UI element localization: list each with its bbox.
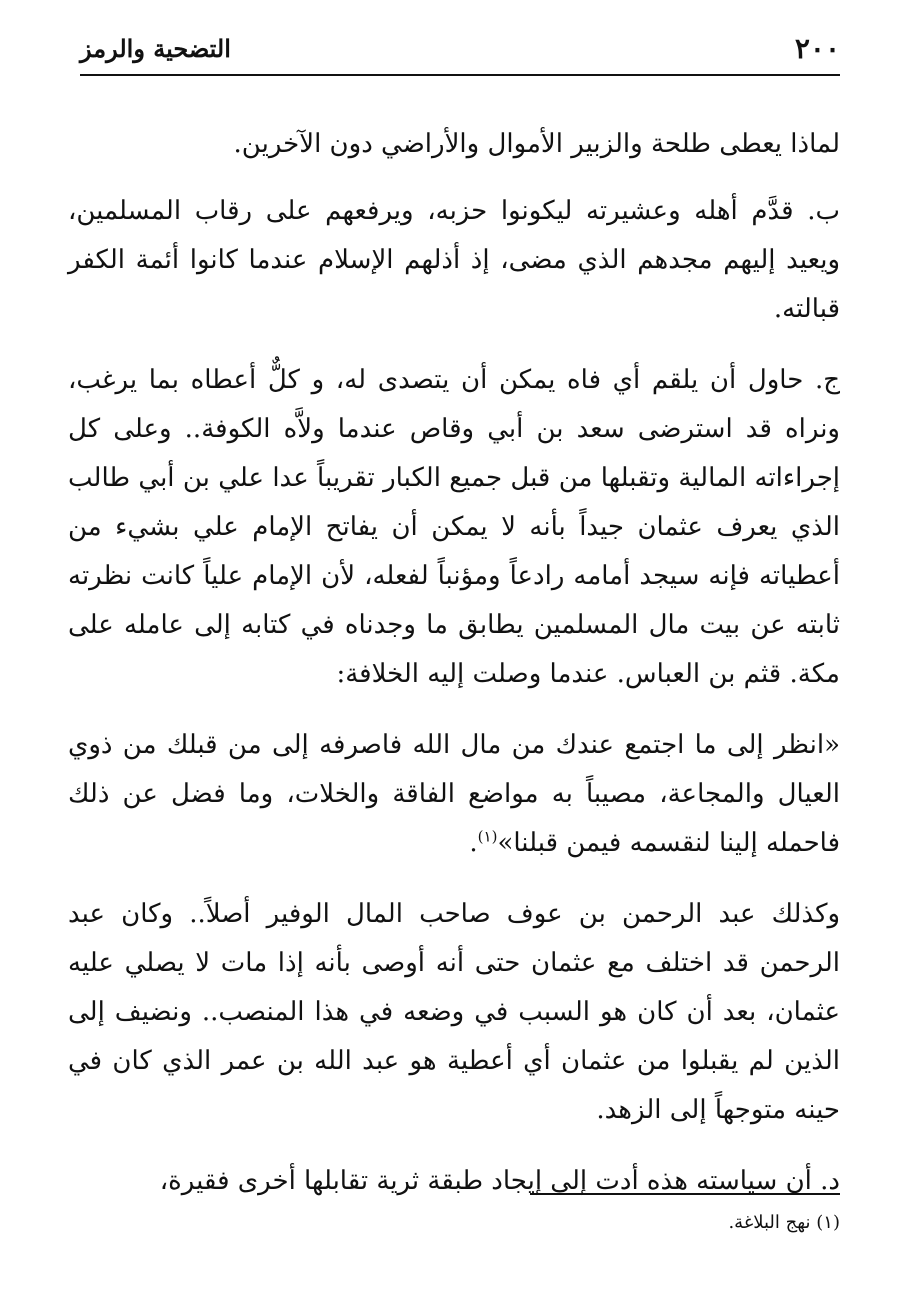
footnote-reference: (١) <box>477 827 498 846</box>
paragraph-1: لماذا يعطى طلحة والزبير الأموال والأراضي دون الآخرين. <box>233 129 840 159</box>
paragraph-4: وكذلك عبد الرحمن بن عوف صاحب المال الوفير أصلاً.. وكان عبد الرحمن قد اختلف مع عثمان حتى أنه أوصى بأنه إذا مات لا يصلي عليه عثمان، بعد أن كان هو السبب في وضعه في هذا المنصب.. ونضيف إلى الذين لم يقبلوا من عثمان أي أعطية هو عبد الله بن عمر الذي كان في حينه متوجهاً إلى الزهد. <box>68 899 840 1125</box>
footnote-1: (١) نهج البلاغة. <box>728 1212 840 1233</box>
running-title: التضحية والرمز <box>80 34 231 63</box>
quote-paragraph <box>68 721 840 868</box>
paragraph-c: ج. حاول أن يلقم أي فاه يمكن أن يتصدى له، و كلٌّ أعطاه بما يرغب، ونراه قد استرضى سعد بن أبي وقاص عندما ولاَّه الكوفة.. وعلى كل إجراءاته المالية وتقبلها من قبل جميع الكبار تقريباً عدا علي بن أبي طالب الذي يعرف عثمان جيداً بأنه لا يمكن أن يفاتح الإمام علي بشيء من أعطياته فإنه سيجد أمامه رادعاً ومؤنباً لفعله، لأن الإمام علياً كانت نظرته ثابته عن بيت مال المسلمين يطابق ما وجدناه في كتابه إلى عامله على مكة. قثم بن العباس. عندما وصلت إليه الخلافة: <box>68 365 840 689</box>
quote-end: . <box>469 828 478 858</box>
page-number: ٢٠٠ <box>794 32 840 65</box>
paragraph-b: ب. قدَّم أهله وعشيرته ليكونوا حزبه، ويرفعهم على رقاب المسلمين، ويعيد إليهم مجدهم الذي مضى، إذ أذلهم الإسلام عندما كانوا أئمة الكفر قبالته. <box>68 196 840 324</box>
footnote-divider <box>530 1193 840 1195</box>
paragraph-d: د. أن سياسته هذه أدت إلى إيجاد طبقة ثرية تقابلها أخرى فقيرة، <box>159 1166 840 1196</box>
body-text <box>68 120 840 1228</box>
page-header <box>80 28 840 76</box>
quote-text: «انظر إلى ما اجتمع عندك من مال الله فاصرفه إلى من قبلك من ذوي العيال والمجاعة، مصيباً به مواضع الفاقة والخلات، وما فضل عن ذلك فاحمله إلينا لنقسمه فيمن قبلنا» <box>68 730 840 858</box>
